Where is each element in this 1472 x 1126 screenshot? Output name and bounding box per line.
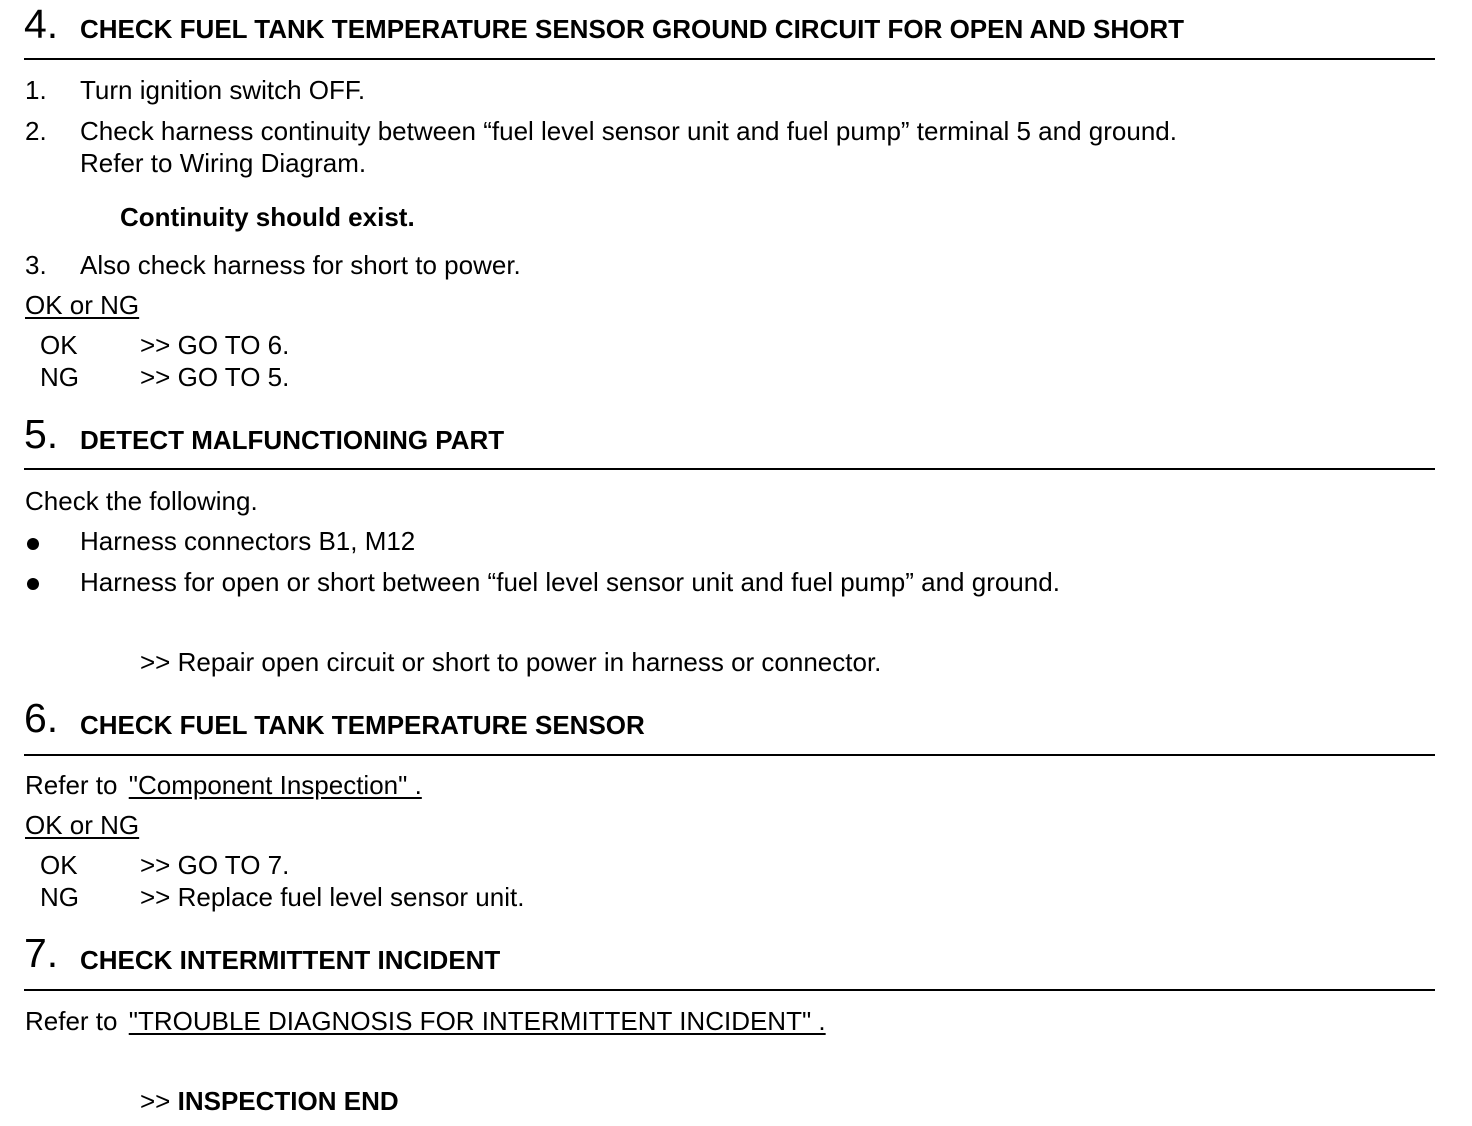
step-5-divider [24,468,1435,470]
step-4-ok-label: OK [40,330,78,360]
step-7-divider [24,989,1435,991]
step-6-ng-action: >> Replace fuel level sensor unit. [140,882,525,912]
step-6-title: CHECK FUEL TANK TEMPERATURE SENSOR [80,710,645,740]
step-4-item-2-text-line-2: Refer to Wiring Diagram. [80,148,367,178]
step-6-ok-ng-label: OK or NG [25,810,140,840]
step-7-refer-prefix: Refer to [25,1006,118,1036]
step-6-refer-prefix: Refer to [25,770,118,800]
component-inspection-link[interactable]: "Component Inspection" . [128,770,422,800]
step-4-item-3-number: 3. [25,250,47,280]
step-6-refer-line [25,770,422,800]
inspection-end-label: INSPECTION END [177,1086,399,1116]
step-4-ok-action: >> GO TO 6. [140,330,290,360]
step-4-ok-ng-label: OK or NG [25,290,140,320]
trouble-diagnosis-link[interactable]: "TROUBLE DIAGNOSIS FOR INTERMITTENT INCIDENT" . [128,1006,826,1036]
step-6-ok-label: OK [40,850,78,880]
inspection-end [140,1086,399,1116]
step-6-divider [24,754,1435,756]
step-4-ng-label: NG [40,362,79,392]
step-4-spec: Continuity should exist. [120,202,415,232]
step-6-number: 6. [24,695,59,741]
step-5-bullet-2: Harness for open or short between “fuel level sensor unit and fuel pump” and ground. [80,567,1060,597]
step-4-divider [24,58,1435,60]
step-7-title: CHECK INTERMITTENT INCIDENT [80,945,501,975]
step-5-intro: Check the following. [25,486,258,516]
bullet-icon [27,578,39,590]
step-4-item-1-number: 1. [25,75,47,105]
step-7-number: 7. [24,930,59,976]
step-4-number: 4. [24,1,59,47]
step-5-title: DETECT MALFUNCTIONING PART [80,425,505,455]
step-5-number: 5. [24,411,59,457]
step-6-ok-action: >> GO TO 7. [140,850,290,880]
step-5-action: >> Repair open circuit or short to power in harness or connector. [140,647,882,677]
step-4-item-1-text: Turn ignition switch OFF. [80,75,366,105]
step-6-ng-label: NG [40,882,79,912]
bullet-icon [27,538,39,550]
step-4-title: CHECK FUEL TANK TEMPERATURE SENSOR GROUND CIRCUIT FOR OPEN AND SHORT [80,14,1185,44]
step-7-refer-line [25,1006,826,1036]
step-4-item-2-text: Check harness continuity between “fuel level sensor unit and fuel pump” terminal 5 and ground. [80,116,1177,146]
step-4-ng-action: >> GO TO 5. [140,362,290,392]
step-5-bullet-1: Harness connectors B1, M12 [80,526,416,556]
step-4-item-2-number: 2. [25,116,47,146]
step-4-item-3-text: Also check harness for short to power. [80,250,521,280]
inspection-end-prefix: >> [140,1086,171,1116]
